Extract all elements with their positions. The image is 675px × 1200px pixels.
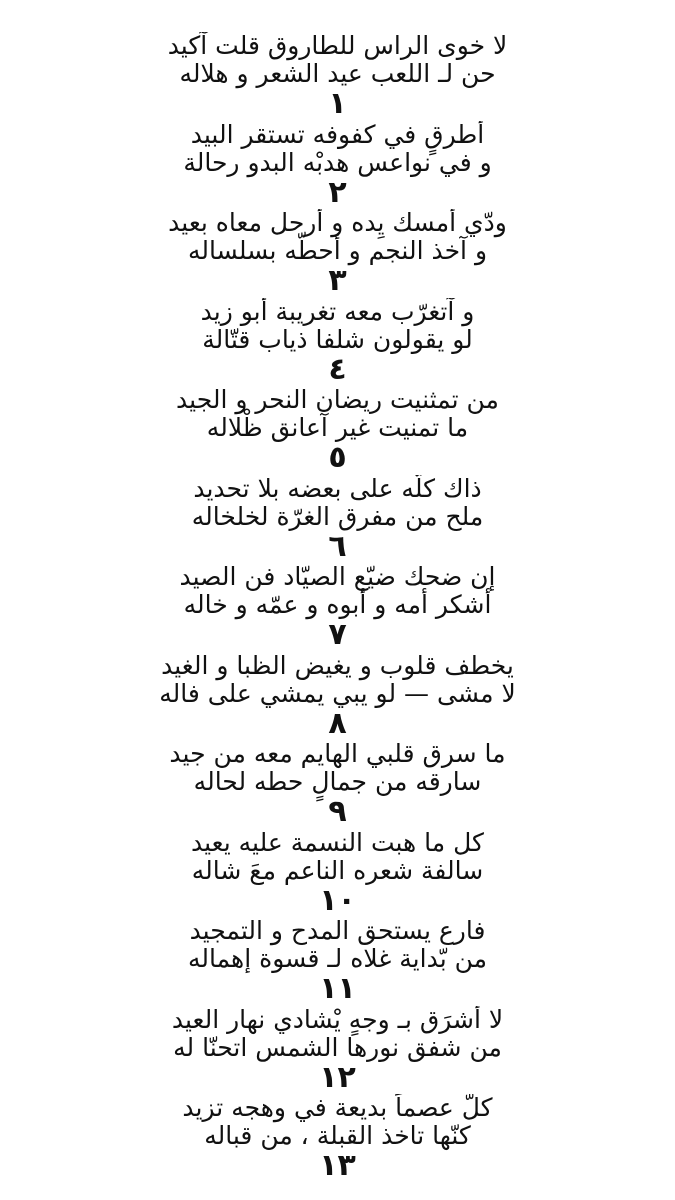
stanza-13 xyxy=(0,1094,675,1183)
verse-line: لو يقولون شلفا ذياب قتّالة xyxy=(202,324,473,354)
stanza-number: ١٣ xyxy=(319,1148,356,1183)
verse-line: ملح من مفرق الغرّة لخلخاله xyxy=(191,501,484,531)
stanza-number: ٢ xyxy=(328,174,347,209)
verse-line: ما سرق قلبي الهايم معه من جيد xyxy=(169,740,506,768)
verse-line: يخطف قلوب و يغيض الظبا و الغيد xyxy=(161,651,514,680)
verse-line: من بّداية غلاه لـ قسوة إهماله xyxy=(187,944,488,973)
stanza-6 xyxy=(0,475,675,564)
stanza-9 xyxy=(0,740,675,829)
verse-line: و آتغرّب معه تغريبة أبو زيد xyxy=(200,297,475,326)
verse-line: سالفة شعره الناعم معَ شاله xyxy=(191,855,484,885)
stanza-number: ٩ xyxy=(328,794,347,829)
stanza-number: ١٠ xyxy=(319,882,356,917)
stanza-7 xyxy=(0,563,675,652)
poem xyxy=(0,32,675,1183)
verse-line: أطرقٍ في كفوفه تستقر البيد xyxy=(190,120,485,149)
stanza-11 xyxy=(0,917,675,1006)
stanza-number: ١١ xyxy=(319,971,356,1006)
stanza-4 xyxy=(0,298,675,387)
verse-line: حن لـ اللعب عيد الشعر و هلاله xyxy=(179,59,496,88)
verse-line: لا أشرَق بـ وجهٍ يْشادي نهار العيد xyxy=(171,1005,504,1034)
stanza-number: ٦ xyxy=(328,528,347,563)
verse-line: كل ما هبت النسمة عليه يعيد xyxy=(191,828,484,857)
verse-line: ذاك كلّه على بعضه بلا تحديد xyxy=(193,474,482,503)
stanza-1 xyxy=(0,32,675,121)
verse-line: فارع يستحق المدح و التمجيد xyxy=(189,917,486,945)
verse-line: كنّها تاخذ القبلة ، من قباله xyxy=(204,1121,471,1150)
verse-line: ودّي أمسك يِده و أرحل معاه بعيد xyxy=(168,209,507,237)
stanza-number: ١ xyxy=(328,86,347,121)
stanza-number: ٤ xyxy=(328,351,347,386)
stanza-8 xyxy=(0,652,675,741)
verse-line: لا خوى الراس للطاروق قلت آكيد xyxy=(167,32,508,60)
verse-line: إن ضحك ضيّع الصيّاد فن الصيد xyxy=(179,563,496,591)
stanza-3 xyxy=(0,209,675,298)
verse-line: كلّ عصماً بديعة في وهجه تزيد xyxy=(182,1094,493,1122)
stanza-number: ٨ xyxy=(328,705,347,740)
verse-line: و في نواعس هدبْه البدو رحالة xyxy=(183,147,492,177)
verse-line: و آخذ النجم و أحطّه بسلساله xyxy=(187,236,488,265)
stanza-10 xyxy=(0,829,675,918)
stanza-12 xyxy=(0,1006,675,1095)
verse-line: من شفق نورها الشمس اتحنّا له xyxy=(173,1032,502,1062)
verse-line: لا مشى — لو يبي يمشي على فاله xyxy=(159,678,516,708)
stanza-5 xyxy=(0,386,675,475)
verse-line: ما تمنيت غير آعانق ظْلاله xyxy=(206,413,469,442)
stanza-number: ١٢ xyxy=(319,1059,356,1094)
stanza-number: ٥ xyxy=(328,440,347,475)
verse-line: من تمثنيت ريضان النحر و الجيد xyxy=(176,386,499,414)
stanza-2 xyxy=(0,121,675,210)
stanza-number: ٧ xyxy=(328,617,347,652)
stanza-number: ٣ xyxy=(328,263,347,298)
verse-line: سارقه من جمالٍ حطه لحاله xyxy=(193,767,482,796)
verse-line: أشكر أمه و أبوه و عمّه و خاله xyxy=(183,590,492,619)
